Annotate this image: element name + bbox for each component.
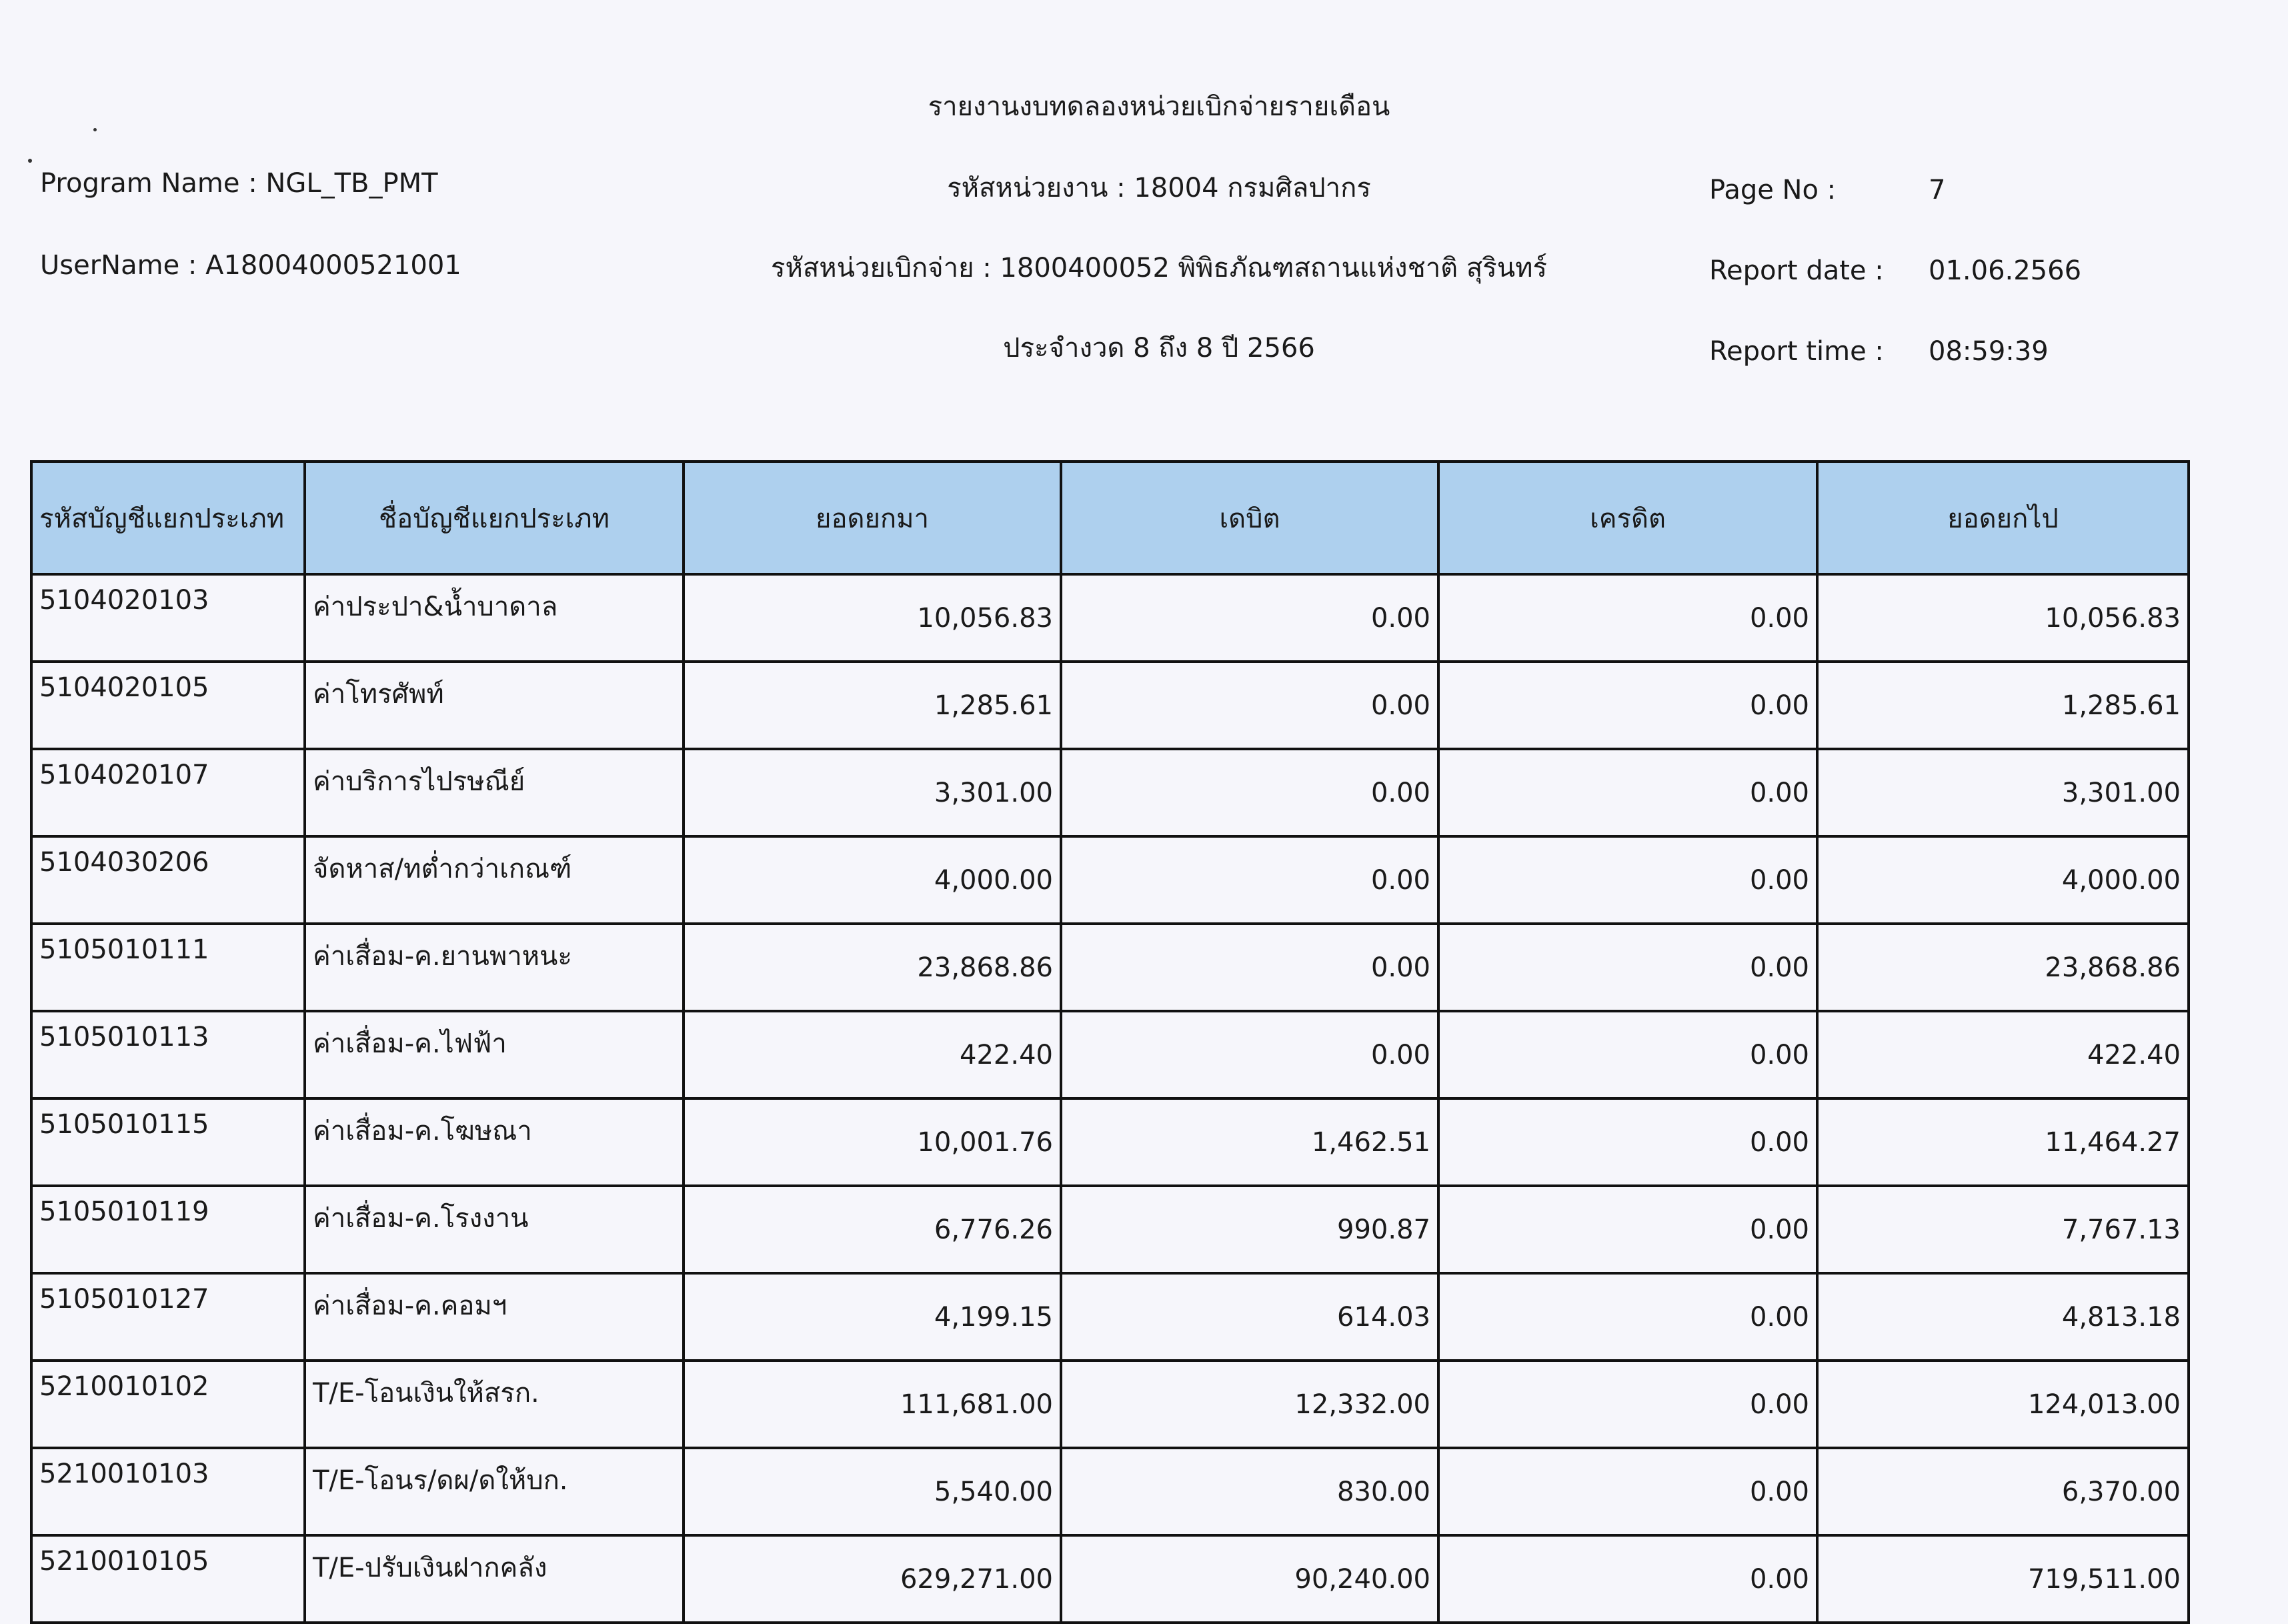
opening-balance-cell: 23,868.86 [684,924,1061,1011]
credit-cell: 0.00 [1438,1011,1817,1098]
program-name: Program Name : NGL_TB_PMT [40,168,438,199]
table-row [31,1098,2189,1186]
closing-balance-cell: 719,511.00 [1817,1535,2189,1623]
closing-balance-cell: 124,013.00 [1817,1361,2189,1448]
credit-cell: 0.00 [1438,924,1817,1011]
opening-balance-cell: 5,540.00 [684,1448,1061,1535]
account-code-cell: 5104020103 [31,574,305,662]
account-name-cell: ค่าเสื่อม-ค.ไฟฟ้า [305,1011,684,1098]
account-name-cell: T/E-ปรับเงินฝากคลัง [305,1535,684,1623]
table-row [31,836,2189,924]
closing-balance-cell: 4,000.00 [1817,836,2189,924]
report-date-value: 01.06.2566 [1929,255,2082,286]
scan-speck [93,128,97,131]
page-no-value: 7 [1929,175,1946,205]
account-name-cell: ค่าโทรศัพท์ [305,662,684,749]
credit-cell: 0.00 [1438,1273,1817,1361]
table-row [31,1186,2189,1273]
opening-balance-cell: 1,285.61 [684,662,1061,749]
debit-cell: 90,240.00 [1061,1535,1438,1623]
scan-speck [28,159,32,163]
table-row [31,1535,2189,1623]
user-name: UserName : A18004000521001 [40,250,461,281]
account-name-cell: ค่าเสื่อม-ค.คอมฯ [305,1273,684,1361]
col-header-account-code: รหัสบัญชีแยกประเภท [31,462,305,574]
account-name-cell: T/E-โอนร/ดผ/ดให้บก. [305,1448,684,1535]
debit-cell: 0.00 [1061,1011,1438,1098]
report-time-value: 08:59:39 [1929,336,2049,367]
account-code-cell: 5105010115 [31,1098,305,1186]
credit-cell: 0.00 [1438,1361,1817,1448]
account-code-cell: 5104030206 [31,836,305,924]
table-row [31,662,2189,749]
closing-balance-cell: 6,370.00 [1817,1448,2189,1535]
debit-cell: 0.00 [1061,749,1438,836]
account-code-cell: 5105010111 [31,924,305,1011]
closing-balance-cell: 11,464.27 [1817,1098,2189,1186]
opening-balance-cell: 4,199.15 [684,1273,1061,1361]
closing-balance-cell: 422.40 [1817,1011,2189,1098]
table-row [31,1361,2189,1448]
closing-balance-cell: 7,767.13 [1817,1186,2189,1273]
debit-cell: 0.00 [1061,924,1438,1011]
closing-balance-cell: 4,813.18 [1817,1273,2189,1361]
disbursement-unit: รหัสหน่วยเบิกจ่าย : 1800400052 พิพิธภัณฑสถานแห่งชาติ สุรินทร์ [771,253,1547,283]
col-header-debit: เดบิต [1061,462,1438,574]
closing-balance-cell: 23,868.86 [1817,924,2189,1011]
opening-balance-cell: 111,681.00 [684,1361,1061,1448]
debit-cell: 0.00 [1061,836,1438,924]
table-row [31,1273,2189,1361]
table-row [31,1448,2189,1535]
debit-cell: 0.00 [1061,662,1438,749]
credit-cell: 0.00 [1438,749,1817,836]
account-code-cell: 5104020107 [31,749,305,836]
credit-cell: 0.00 [1438,574,1817,662]
table-row [31,1011,2189,1098]
account-name-cell: จัดหาส/ทต่ำกว่าเกณฑ์ [305,836,684,924]
opening-balance-cell: 10,001.76 [684,1098,1061,1186]
opening-balance-cell: 4,000.00 [684,836,1061,924]
closing-balance-cell: 10,056.83 [1817,574,2189,662]
col-header-closing-balance: ยอดยกไป [1817,462,2189,574]
trial-balance-table [30,460,2190,1624]
debit-cell: 1,462.51 [1061,1098,1438,1186]
credit-cell: 0.00 [1438,1186,1817,1273]
debit-cell: 830.00 [1061,1448,1438,1535]
credit-cell: 0.00 [1438,1098,1817,1186]
col-header-credit: เครดิต [1438,462,1817,574]
opening-balance-cell: 10,056.83 [684,574,1061,662]
col-header-opening-balance: ยอดยกมา [684,462,1061,574]
account-name-cell: ค่าเสื่อม-ค.ยานพาหนะ [305,924,684,1011]
opening-balance-cell: 3,301.00 [684,749,1061,836]
account-name-cell: T/E-โอนเงินให้สรก. [305,1361,684,1448]
account-code-cell: 5210010105 [31,1535,305,1623]
debit-cell: 614.03 [1061,1273,1438,1361]
closing-balance-cell: 3,301.00 [1817,749,2189,836]
report-date-label: Report date : [1709,255,1884,286]
debit-cell: 0.00 [1061,574,1438,662]
page-no-label: Page No : [1709,175,1837,205]
opening-balance-cell: 422.40 [684,1011,1061,1098]
agency-code: รหัสหน่วยงาน : 18004 กรมศิลปากร [947,173,1371,203]
debit-cell: 990.87 [1061,1186,1438,1273]
opening-balance-cell: 6,776.26 [684,1186,1061,1273]
report-period: ประจำงวด 8 ถึง 8 ปี 2566 [1003,333,1315,363]
report-title: รายงานงบทดลองหน่วยเบิกจ่ายรายเดือน [928,91,1390,122]
credit-cell: 0.00 [1438,662,1817,749]
account-code-cell: 5104020105 [31,662,305,749]
account-code-cell: 5105010113 [31,1011,305,1098]
col-header-account-name: ชื่อบัญชีแยกประเภท [305,462,684,574]
account-name-cell: ค่าเสื่อม-ค.โรงงาน [305,1186,684,1273]
account-code-cell: 5210010102 [31,1361,305,1448]
closing-balance-cell: 1,285.61 [1817,662,2189,749]
table-row [31,574,2189,662]
account-code-cell: 5105010127 [31,1273,305,1361]
account-name-cell: ค่าเสื่อม-ค.โฆษณา [305,1098,684,1186]
account-code-cell: 5210010103 [31,1448,305,1535]
credit-cell: 0.00 [1438,1448,1817,1535]
table-row [31,749,2189,836]
opening-balance-cell: 629,271.00 [684,1535,1061,1623]
table-row [31,924,2189,1011]
account-name-cell: ค่าประปา&น้ำบาดาล [305,574,684,662]
credit-cell: 0.00 [1438,1535,1817,1623]
credit-cell: 0.00 [1438,836,1817,924]
debit-cell: 12,332.00 [1061,1361,1438,1448]
account-code-cell: 5105010119 [31,1186,305,1273]
report-time-label: Report time : [1709,336,1884,367]
account-name-cell: ค่าบริการไปรษณีย์ [305,749,684,836]
table-header-row [31,462,2189,574]
